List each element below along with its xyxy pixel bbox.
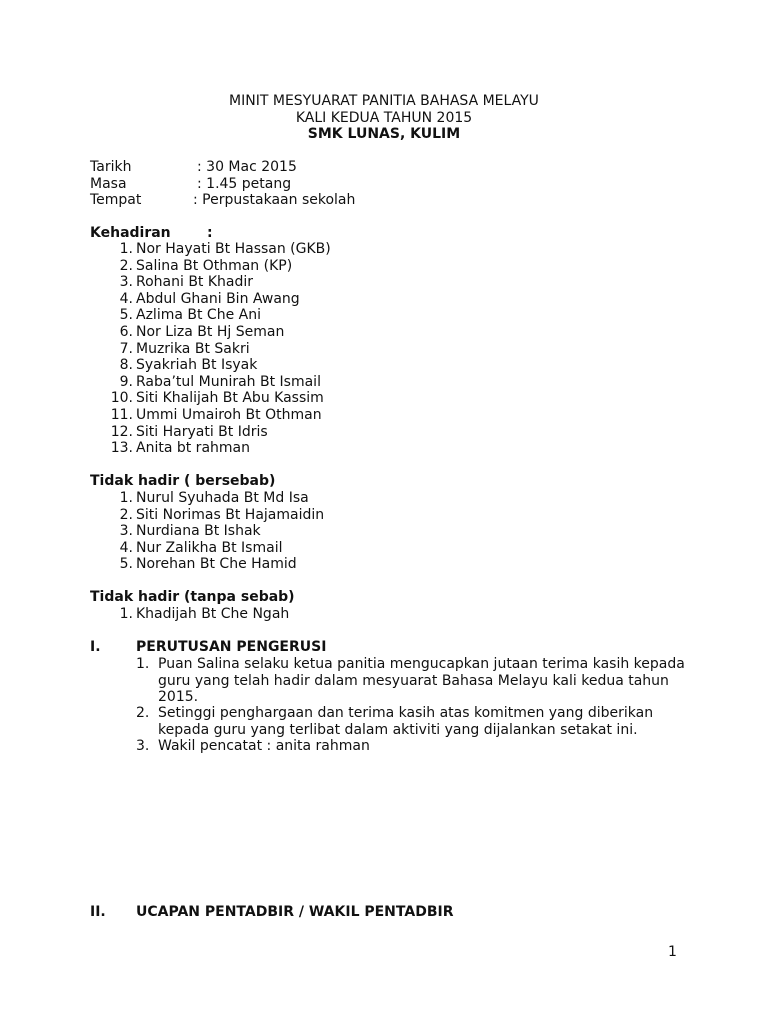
tidak-hadir-tanpa-sebab-item-number: 1. <box>119 606 133 622</box>
kehadiran-item <box>110 423 331 441</box>
tempat-value: : Perpustakaan sekolah <box>193 192 356 208</box>
section-1-item-2-text: Setinggi penghargaan dan terima kasih atas komitmen yang diberikan kepada guru yang terlibat dalam aktiviti yang dijalankan setakat ini. <box>158 705 654 738</box>
kehadiran-item <box>119 241 331 258</box>
kehadiran-item-number: 3. <box>119 274 133 291</box>
kehadiran-item-number: 11. <box>110 406 133 423</box>
tidak-hadir-bersebab-item-number: 3. <box>119 523 133 540</box>
section-2-number: II. <box>90 904 106 920</box>
section-1-item-2-number: 2. <box>136 705 150 721</box>
kehadiran-item-number: 6. <box>119 323 133 340</box>
masa-value: : 1.45 petang <box>197 176 292 192</box>
tidak-hadir-bersebab-item-name: Nur Zalikha Bt Ismail <box>136 539 283 556</box>
section-1-item-1-number: 1. <box>136 656 150 672</box>
tidak-hadir-bersebab-item-number: 1. <box>119 490 133 506</box>
tidak-hadir-tanpa-sebab-item <box>119 606 290 623</box>
kehadiran-list <box>110 241 331 457</box>
kehadiran-item-name: Azlima Bt Che Ani <box>136 307 261 324</box>
tidak-hadir-bersebab-item <box>119 490 324 507</box>
page-number: 1 <box>668 944 677 960</box>
document-subtitle: KALI KEDUA TAHUN 2015 <box>295 110 473 126</box>
kehadiran-item-name: Raba’tul Munirah Bt Ismail <box>136 373 321 390</box>
kehadiran-item-name: Nor Liza Bt Hj Seman <box>136 323 285 340</box>
kehadiran-item <box>119 274 331 291</box>
kehadiran-item-number: 7. <box>119 340 133 357</box>
kehadiran-item-name: Abdul Ghani Bin Awang <box>136 290 300 307</box>
kehadiran-item <box>110 406 331 424</box>
kehadiran-item <box>110 440 331 457</box>
kehadiran-item-number: 13. <box>110 440 133 457</box>
tidak-hadir-bersebab-item-name: Nurdiana Bt Ishak <box>136 523 261 540</box>
tidak-hadir-tanpa-sebab-item-name: Khadijah Bt Che Ngah <box>136 606 290 622</box>
kehadiran-item <box>119 323 331 341</box>
kehadiran-item-name: Ummi Umairoh Bt Othman <box>136 406 322 423</box>
tidak-hadir-tanpa-sebab-list <box>119 606 290 623</box>
tidak-hadir-bersebab-item <box>119 506 325 524</box>
kehadiran-item <box>119 340 331 358</box>
kehadiran-item-number: 2. <box>119 257 133 274</box>
tidak-hadir-bersebab-item-name: Nurul Syuhada Bt Md Isa <box>136 490 309 506</box>
kehadiran-heading: Kehadiran <box>90 225 171 241</box>
kehadiran-item-name: Siti Haryati Bt Idris <box>136 423 268 440</box>
tidak-hadir-bersebab-item-number: 4. <box>119 539 133 556</box>
kehadiran-item-name: Salina Bt Othman (KP) <box>136 257 293 274</box>
kehadiran-item <box>119 307 331 324</box>
kehadiran-item-name: Anita bt rahman <box>136 440 250 457</box>
kehadiran-item-number: 9. <box>119 373 133 390</box>
tidak-hadir-bersebab-item-number: 5. <box>119 556 133 573</box>
tidak-hadir-bersebab-item-number: 2. <box>119 506 133 523</box>
tidak-hadir-tanpa-sebab-heading: Tidak hadir (tanpa sebab) <box>90 589 295 605</box>
kehadiran-item <box>119 357 331 374</box>
kehadiran-colon: : <box>207 225 213 241</box>
kehadiran-item-number: 1. <box>119 241 133 257</box>
kehadiran-item-number: 8. <box>119 357 133 374</box>
school-name: SMK LUNAS, KULIM <box>307 126 461 142</box>
kehadiran-item <box>119 257 331 275</box>
tidak-hadir-bersebab-item <box>119 539 324 557</box>
tidak-hadir-bersebab-item <box>119 523 324 540</box>
tidak-hadir-bersebab-item <box>119 556 324 573</box>
section-2-title: UCAPAN PENTADBIR / WAKIL PENTADBIR <box>136 904 454 920</box>
tidak-hadir-bersebab-heading: Tidak hadir ( bersebab) <box>90 473 276 489</box>
section-1-item-3-number: 3. <box>136 738 150 754</box>
kehadiran-item-name: Nor Hayati Bt Hassan (GKB) <box>136 241 331 257</box>
tarikh-label: Tarikh <box>90 159 132 175</box>
tidak-hadir-bersebab-list <box>119 490 325 573</box>
kehadiran-item-number: 10. <box>110 390 133 407</box>
kehadiran-item-name: Muzrika Bt Sakri <box>136 340 250 357</box>
document-title: MINIT MESYUARAT PANITIA BAHASA MELAYU <box>229 93 539 109</box>
kehadiran-item-name: Rohani Bt Khadir <box>136 274 254 291</box>
kehadiran-item <box>119 290 331 308</box>
tidak-hadir-bersebab-item-name: Norehan Bt Che Hamid <box>136 556 297 573</box>
tarikh-value: : 30 Mac 2015 <box>197 159 297 175</box>
tempat-label: Tempat <box>90 192 142 208</box>
tidak-hadir-bersebab-item-name: Siti Norimas Bt Hajamaidin <box>136 506 325 523</box>
section-1-title: PERUTUSAN PENGERUSI <box>136 639 327 655</box>
section-1-item-1-text: Puan Salina selaku ketua panitia mengucapkan jutaan terima kasih kepada guru yang telah hadir dalam mesyuarat Bahasa Melayu kali kedua tahun 2015. <box>158 656 685 705</box>
kehadiran-item-name: Syakriah Bt Isyak <box>136 357 258 374</box>
kehadiran-item <box>119 373 331 391</box>
kehadiran-item-number: 4. <box>119 290 133 307</box>
masa-label: Masa <box>90 176 127 192</box>
section-1-number: I. <box>90 639 101 655</box>
kehadiran-item-name: Siti Khalijah Bt Abu Kassim <box>136 390 324 407</box>
kehadiran-item-number: 12. <box>110 423 133 440</box>
section-1-item-3-text: Wakil pencatat : anita rahman <box>158 738 370 754</box>
kehadiran-item-number: 5. <box>119 307 133 324</box>
kehadiran-item <box>110 390 331 407</box>
